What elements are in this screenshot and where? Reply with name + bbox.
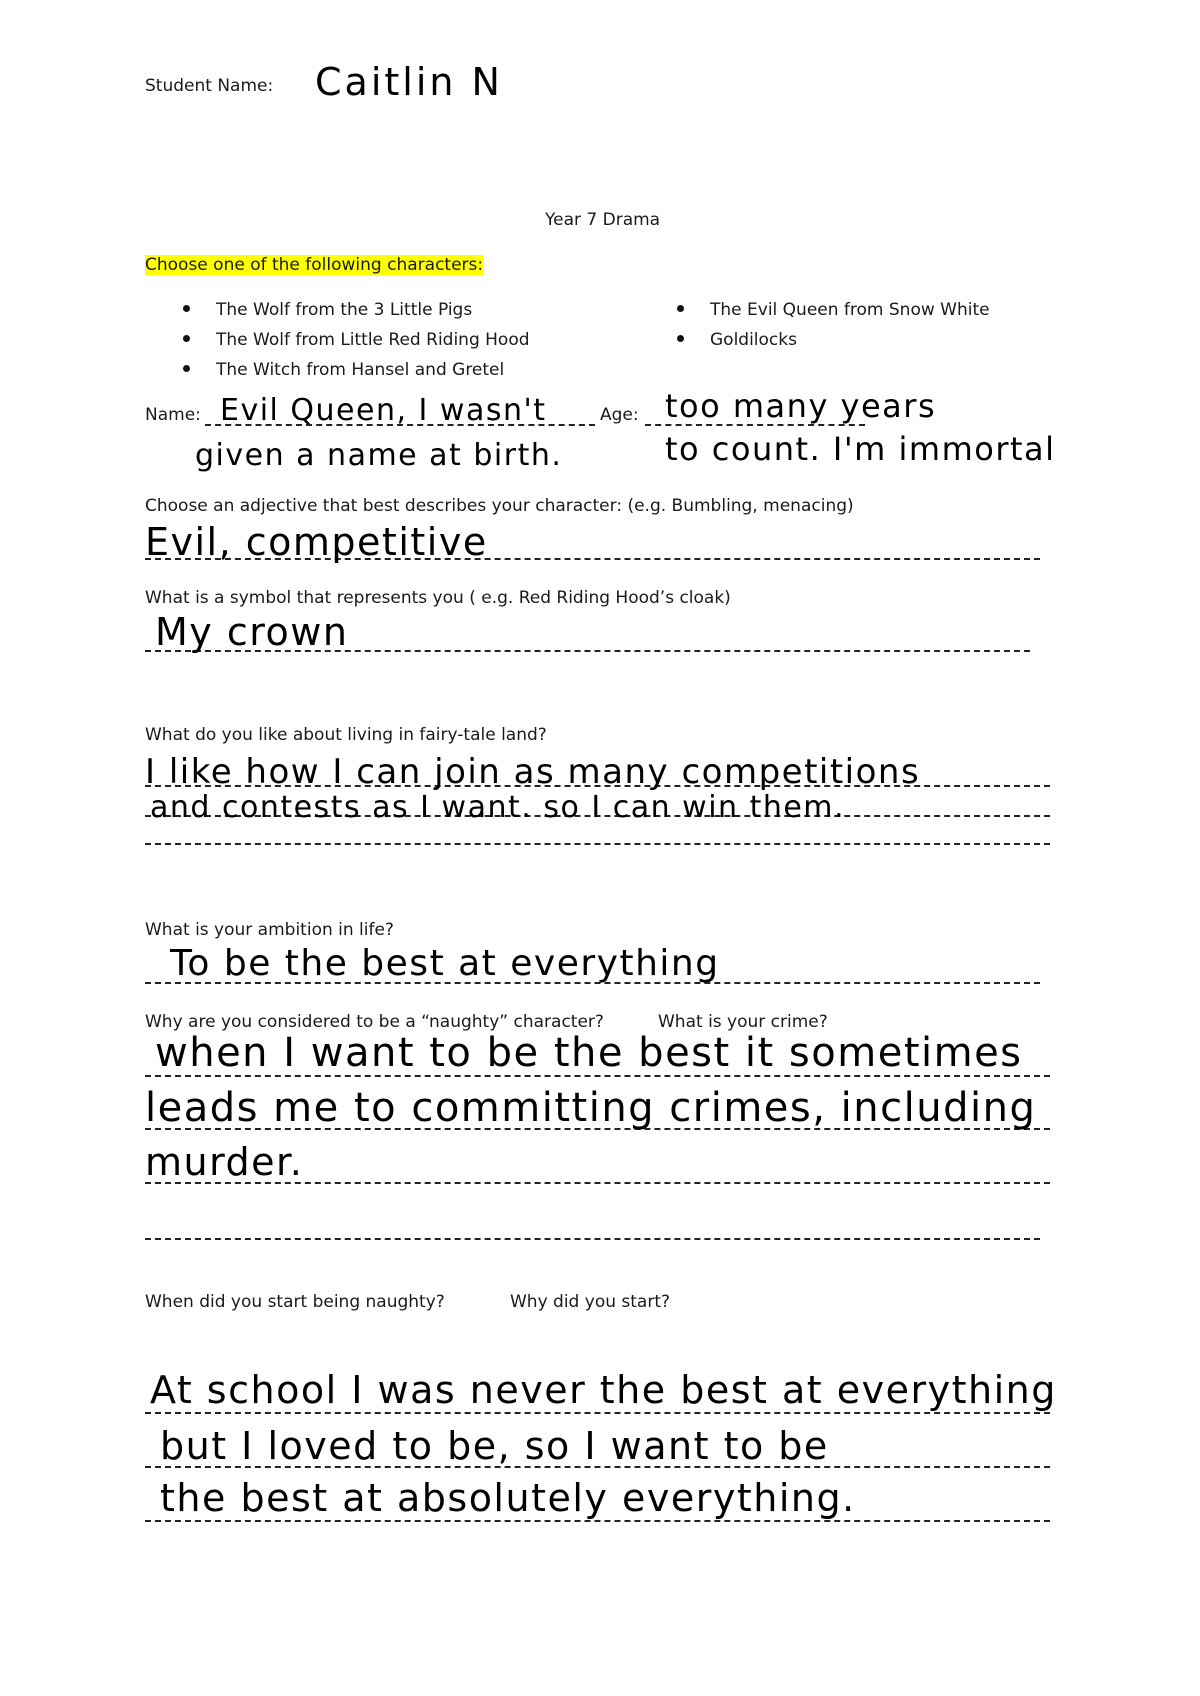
naughty-answer-line-1: when I want to be the best it sometimes [155,1030,1023,1076]
start-answer-line-2: but I loved to be, so I want to be [160,1424,829,1468]
living-answer-line-2: and contests as I want. so I can win them. [150,790,846,825]
living-answer-line-3 [145,843,1050,845]
naughty-answer-line-4 [145,1238,1040,1240]
bullet-icon [677,305,684,312]
bullet-icon [677,335,684,342]
symbol-question: What is a symbol that represents you ( e.g. Red Riding Hood’s cloak) [145,588,731,608]
start-question: When did you start being naughty? [145,1292,445,1312]
adjective-question: Choose an adjective that best describes your character: (e.g. Bumbling, menacing) [145,496,854,516]
start-answer-line-1 [145,1412,1050,1414]
list-item [183,360,504,380]
student-name-label: Student Name: [145,76,274,96]
bullet-icon [183,365,190,372]
age-label: Age: [600,405,639,425]
age-answer-line-1: too many years [665,387,937,425]
naughty-answer-line-3: murder. [145,1140,304,1184]
start-answer-line-3 [145,1520,1050,1522]
bullet-icon [183,335,190,342]
instruction-highlight: Choose one of the following characters: [145,255,484,275]
name-answer-line-2: given a name at birth. [195,438,563,473]
symbol-answer: My crown [155,610,349,654]
living-question: What do you like about living in fairy-tale land? [145,725,547,745]
list-item [183,300,472,320]
list-item-label: The Wolf from the 3 Little Pigs [216,300,473,320]
page-title: Year 7 Drama [545,210,661,230]
instruction-heading [145,255,483,275]
age-answer-line-2: to count. I'm immortal [665,430,1056,468]
start-answer-line-3: the best at absolutely everything. [160,1476,856,1520]
living-answer-line-1: I like how I can join as many competitions [145,752,921,792]
list-item [183,330,530,350]
name-label: Name: [145,405,201,425]
why-start-question: Why did you start? [510,1292,671,1312]
crime-question: What is your crime? [658,1012,828,1032]
naughty-question: Why are you considered to be a “naughty” character? [145,1012,604,1032]
ambition-answer: To be the best at everything [170,943,720,984]
list-item [677,330,797,350]
list-item-label: The Wolf from Little Red Riding Hood [216,330,530,350]
ambition-question: What is your ambition in life? [145,920,394,940]
naughty-answer-line-2: leads me to committing crimes, including [145,1085,1037,1131]
list-item-label: The Evil Queen from Snow White [710,300,990,320]
bullet-icon [183,305,190,312]
adjective-answer: Evil, competitive [145,520,488,564]
list-item-label: Goldilocks [710,330,797,350]
list-item-label: The Witch from Hansel and Gretel [216,360,505,380]
list-item [677,300,990,320]
start-answer-line-1: At school I was never the best at everything [150,1368,1057,1412]
student-name-answer: Caitlin N [315,60,503,104]
name-answer-line-1: Evil Queen, I wasn't [220,393,547,428]
